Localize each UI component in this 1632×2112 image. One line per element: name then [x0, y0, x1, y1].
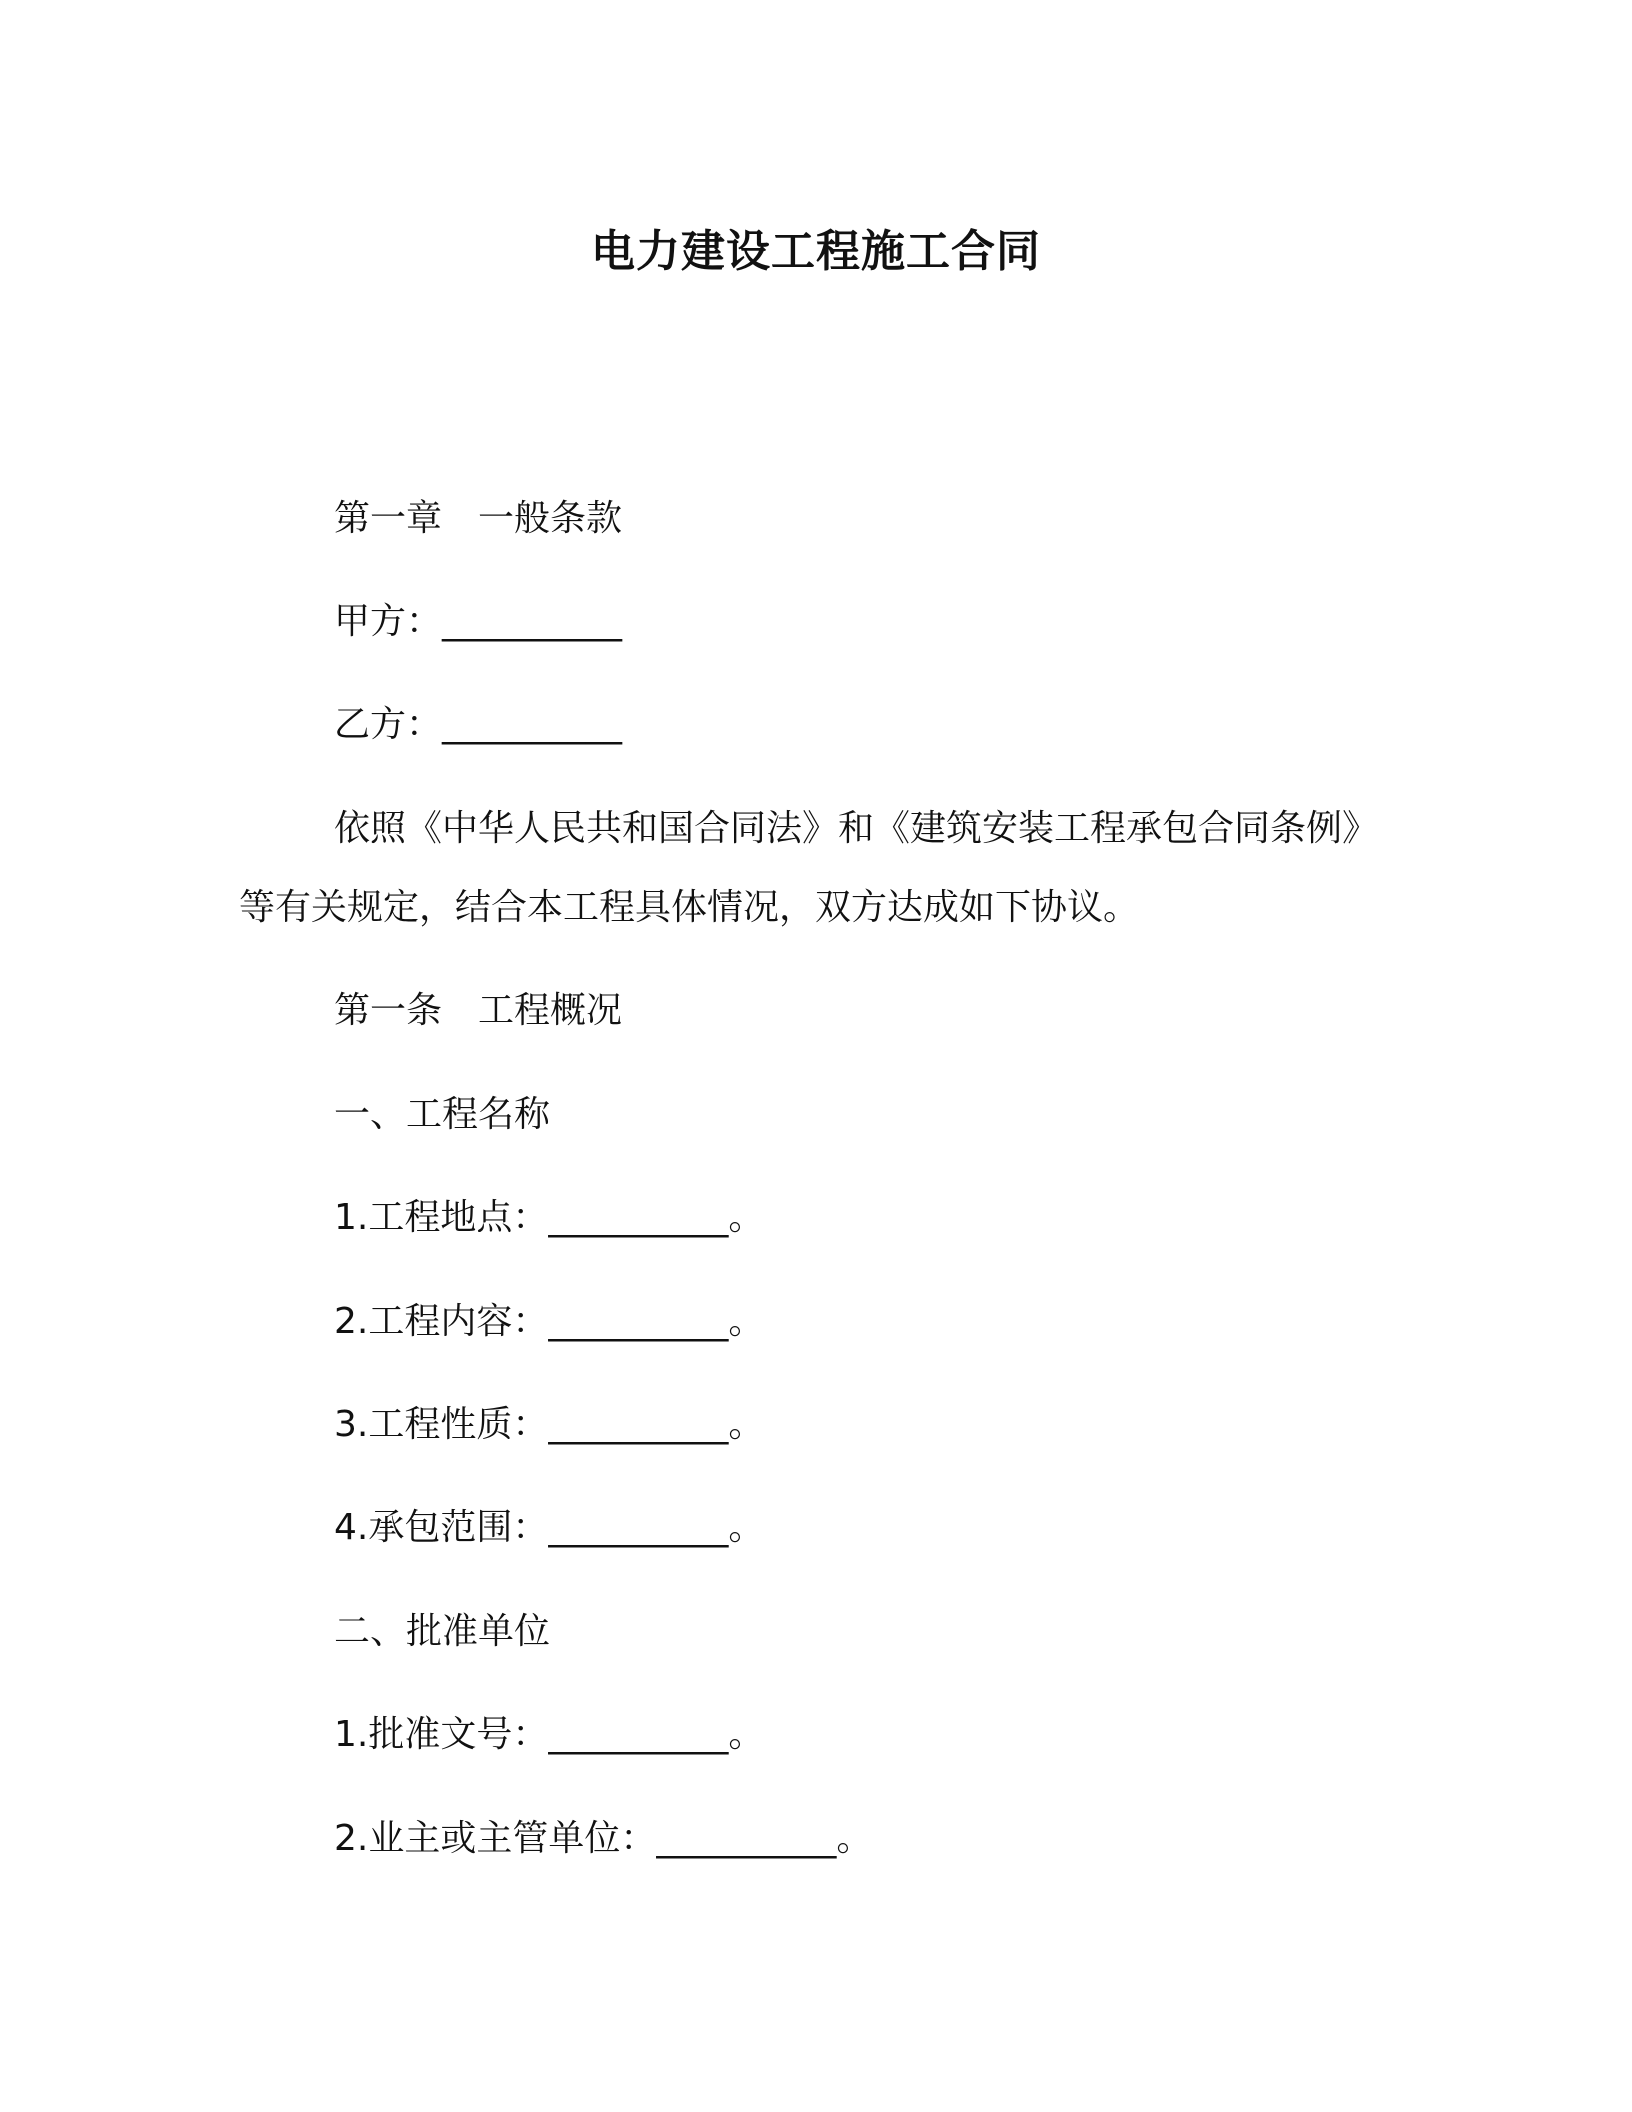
item-approval-number: 1.批准文号：__________。 [334, 1714, 765, 1755]
preamble-line-1: 依照《中华人民共和国合同法》和《建筑安装工程承包合同条例》 [334, 808, 1379, 849]
item-owner-unit: 2.业主或主管单位：__________。 [334, 1818, 873, 1859]
section-heading-approval-unit: 二、批准单位 [334, 1611, 551, 1652]
chapter-heading: 第一章 一般条款 [334, 498, 623, 539]
item-contract-scope: 4.承包范围：__________。 [334, 1507, 765, 1548]
item-project-content: 2.工程内容：__________。 [334, 1301, 765, 1342]
section-heading-project-name: 一、工程名称 [334, 1094, 551, 1135]
preamble-line-2: 等有关规定，结合本工程具体情况，双方达成如下协议。 [239, 887, 1140, 928]
party-a-line: 甲方：__________ [334, 601, 623, 642]
article-heading: 第一条 工程概况 [334, 990, 623, 1031]
item-project-nature: 3.工程性质：__________。 [334, 1404, 765, 1445]
item-project-location: 1.工程地点：__________。 [334, 1197, 765, 1238]
party-b-line: 乙方：__________ [334, 704, 623, 745]
document-title: 电力建设工程施工合同 [591, 226, 1041, 277]
